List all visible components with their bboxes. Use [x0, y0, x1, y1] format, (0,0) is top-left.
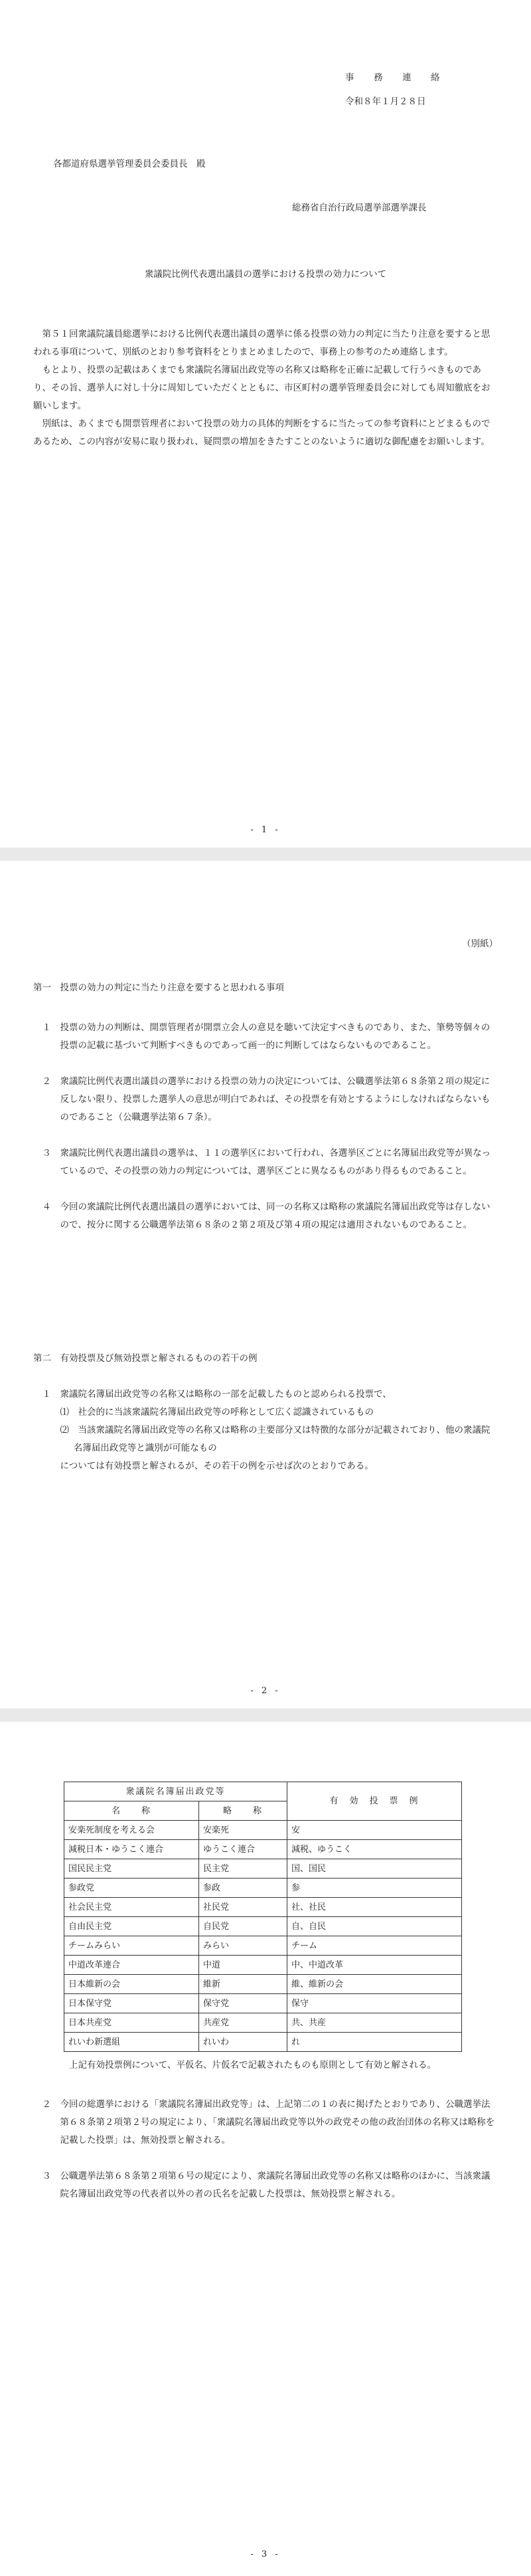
table-row — [64, 1898, 462, 1917]
table-header-examples: 有 効 投 票 例 — [287, 1782, 462, 1821]
list-item: ２ 今回の総選挙における「衆議院名簿届出政党等」は、上記第二の１の表に掲げたとおりであり、公職選挙法第６８条第２項第２号の規定により、「衆議院名簿届出政党等以外の政党その他の政治団体の名称又は略称を記載した投票」は、無効投票と解される。 — [42, 2099, 495, 2146]
table-header-name: 名 称 — [64, 1801, 199, 1821]
valid-examples-cell: 社、社民 — [287, 1898, 462, 1917]
table-row — [64, 1859, 462, 1879]
party-abbr-cell: 参政 — [199, 1879, 287, 1898]
valid-examples-cell: チーム — [287, 1936, 462, 1956]
page-number: - 2 - — [250, 1686, 281, 1696]
valid-examples-cell: 維、維新の会 — [287, 1975, 462, 1994]
page-number: - 3 - — [250, 2549, 281, 2559]
party-abbr-cell: 自民党 — [199, 1917, 287, 1936]
table-row — [64, 1879, 462, 1898]
party-name-cell: チームみらい — [64, 1936, 199, 1956]
party-name-cell: 日本維新の会 — [64, 1975, 199, 1994]
list-item: ４ 今回の衆議院比例代表選出議員の選挙においては、同一の名称又は略称の衆議院名簿届出政党等は存しないので、按分に関する公職選挙法第６８条の２第２項及び第４項の規定は適用されないものであること。 — [42, 1202, 491, 1230]
list-item: １ 投票の効力の判断は、開票管理者が開票立会人の意見を聴いて決定すべきものであり、また、筆勢等個々の投票の記載に基づいて判断すべきものであって画一的に判断してはならないものであること。 — [42, 1022, 491, 1051]
list-item: １ 衆議院名簿届出政党等の名称又は略称の一部を記載したものと認められる投票で、 — [42, 1389, 392, 1400]
paragraph: 第５１回衆議院議員総選挙における比例代表選出議員の選挙に係る投票の効力の判定に当たり注意を要すると思われる事項について、別紙のとおり参考資料をとりまとめましたので、事務上の参考のため連絡します。 — [33, 329, 491, 357]
section-1-title: 第一 投票の効力の判定に当たり注意を要すると思われる事項 — [33, 982, 284, 993]
party-abbr-cell: ゆうこく連合 — [199, 1840, 287, 1859]
section-2-items — [33, 1386, 498, 1475]
valid-examples-cell: 国、国民 — [287, 1859, 462, 1879]
sub-item: ⑵ 当該衆議院名簿届出政党等の名称又は略称の主要部分又は特徴的な部分が記載されており、他の衆議院名簿届出政党等と識別が可能なもの — [60, 1425, 491, 1453]
party-name-cell: 減税日本・ゆうこく連合 — [64, 1840, 199, 1859]
notice-date: 令和８年１月２８日 — [345, 96, 426, 107]
valid-examples-cell: 自、自民 — [287, 1917, 462, 1936]
notice-type: 事 務 連 絡 — [345, 72, 445, 83]
annex-label: （別紙） — [462, 939, 498, 949]
party-abbr-cell: 共産党 — [199, 2013, 287, 2033]
table-header-abbr: 略 称 — [199, 1801, 287, 1821]
valid-vote-examples-table — [64, 1782, 462, 2052]
valid-examples-cell: 減税、ゆうこく — [287, 1840, 462, 1859]
table-row — [64, 1840, 462, 1859]
subject-title: 衆議院比例代表選出議員の選挙における投票の効力について — [144, 269, 387, 280]
party-name-cell: 国民民主党 — [64, 1859, 199, 1879]
valid-examples-cell: 安 — [287, 1821, 462, 1840]
table-row — [64, 1936, 462, 1956]
list-item: ２ 衆議院比例代表選出議員の選挙における投票の効力の決定については、公職選挙法第６８条第２項の規定に反しない限り、投票した選挙人の意思が明白であれば、その投票を有効とするようにしなければならないものであること（公職選挙法第６７条）。 — [42, 1076, 491, 1123]
party-abbr-cell: 保守党 — [199, 1994, 287, 2013]
party-name-cell: 日本保守党 — [64, 1994, 199, 2013]
valid-examples-cell: 保守 — [287, 1994, 462, 2013]
party-name-cell: 社会民主党 — [64, 1898, 199, 1917]
paragraph: 別紙は、あくまでも開票管理者において投票の効力の具体的判断をするに当たっての参考資料にとどまるものであるため、この内容が安易に取り扱われ、疑問票の増加をきたすことのないように適切な御配慮をお願いします。 — [33, 418, 491, 447]
table-row — [64, 2013, 462, 2033]
sender: 総務省自治行政局選挙部選挙課長 — [292, 203, 427, 213]
party-name-cell: 日本共産党 — [64, 2013, 199, 2033]
party-name-cell: 自由民主党 — [64, 1917, 199, 1936]
addressee: 各都道府県選挙管理委員会委員長 殿 — [53, 159, 206, 169]
table-row — [64, 1975, 462, 1994]
sub-item: ⑴ 社会的に当該衆議院名簿届出政党等の呼称として広く認識されているもの — [60, 1407, 374, 1418]
page-2 — [0, 861, 531, 1708]
page-3-body — [33, 2057, 498, 2203]
list-item-tail: については有効投票と解されるが、その若干の例を示せば次のとおりである。 — [60, 1461, 374, 1471]
party-name-cell: 中道改革連合 — [64, 1956, 199, 1975]
page-number: - 1 - — [250, 825, 281, 835]
paragraph: もとより、投票の記載はあくまでも衆議院名簿届出政党等の名称又は略称を正確に記載して行うべきものであり、その旨、選挙人に対し十分に周知していただくとともに、市区町村の選挙管理委員会に対しても周知徹底をお願いします。 — [33, 365, 491, 411]
table-header-group: 衆議院名簿届出政党等 — [64, 1782, 287, 1801]
valid-examples-cell: れ — [287, 2033, 462, 2052]
valid-examples-cell: 共、共産 — [287, 2013, 462, 2033]
party-name-cell: れいわ新選組 — [64, 2033, 199, 2052]
section-2-title: 第二 有効投票及び無効投票と解されるものの若干の例 — [33, 1353, 258, 1364]
party-name-cell: 参政党 — [64, 1879, 199, 1898]
table-row — [64, 1821, 462, 1840]
table-row — [64, 1956, 462, 1975]
page-1 — [0, 0, 531, 848]
party-abbr-cell: 維新 — [199, 1975, 287, 1994]
table-row — [64, 1994, 462, 2013]
table-note: 上記有効投票例について、平仮名、片仮名で記載されたものも原則として有効と解される。 — [69, 2060, 436, 2070]
party-name-cell: 安楽死制度を考える会 — [64, 1821, 199, 1840]
list-item: ３ 衆議院比例代表選出議員の選挙は、１１の選挙区において行われ、各選挙区ごとに名簿届出政党等が異なっているので、その投票の効力の判定については、選挙区ごとに異なるものがあり得るものであること。 — [42, 1148, 491, 1176]
page-3 — [0, 1722, 531, 2576]
valid-examples-cell: 中、中道改革 — [287, 1956, 462, 1975]
list-item: ３ 公職選挙法第６８条第２項第６号の規定により、衆議院名簿届出政党等の名称又は略称のほかに、当該衆議院名簿届出政党等の代表者以外の者の氏名を記載した投票は、無効投票と解される。 — [42, 2171, 491, 2199]
cover-letter-body — [33, 325, 498, 451]
party-abbr-cell: みらい — [199, 1936, 287, 1956]
table-row — [64, 1917, 462, 1936]
party-abbr-cell: 社民党 — [199, 1898, 287, 1917]
party-abbr-cell: 民主党 — [199, 1859, 287, 1879]
party-abbr-cell: 中道 — [199, 1956, 287, 1975]
section-1-items — [33, 1019, 498, 1252]
party-abbr-cell: れいわ — [199, 2033, 287, 2052]
valid-examples-cell: 参 — [287, 1879, 462, 1898]
party-abbr-cell: 安楽死 — [199, 1821, 287, 1840]
table-row — [64, 2033, 462, 2052]
